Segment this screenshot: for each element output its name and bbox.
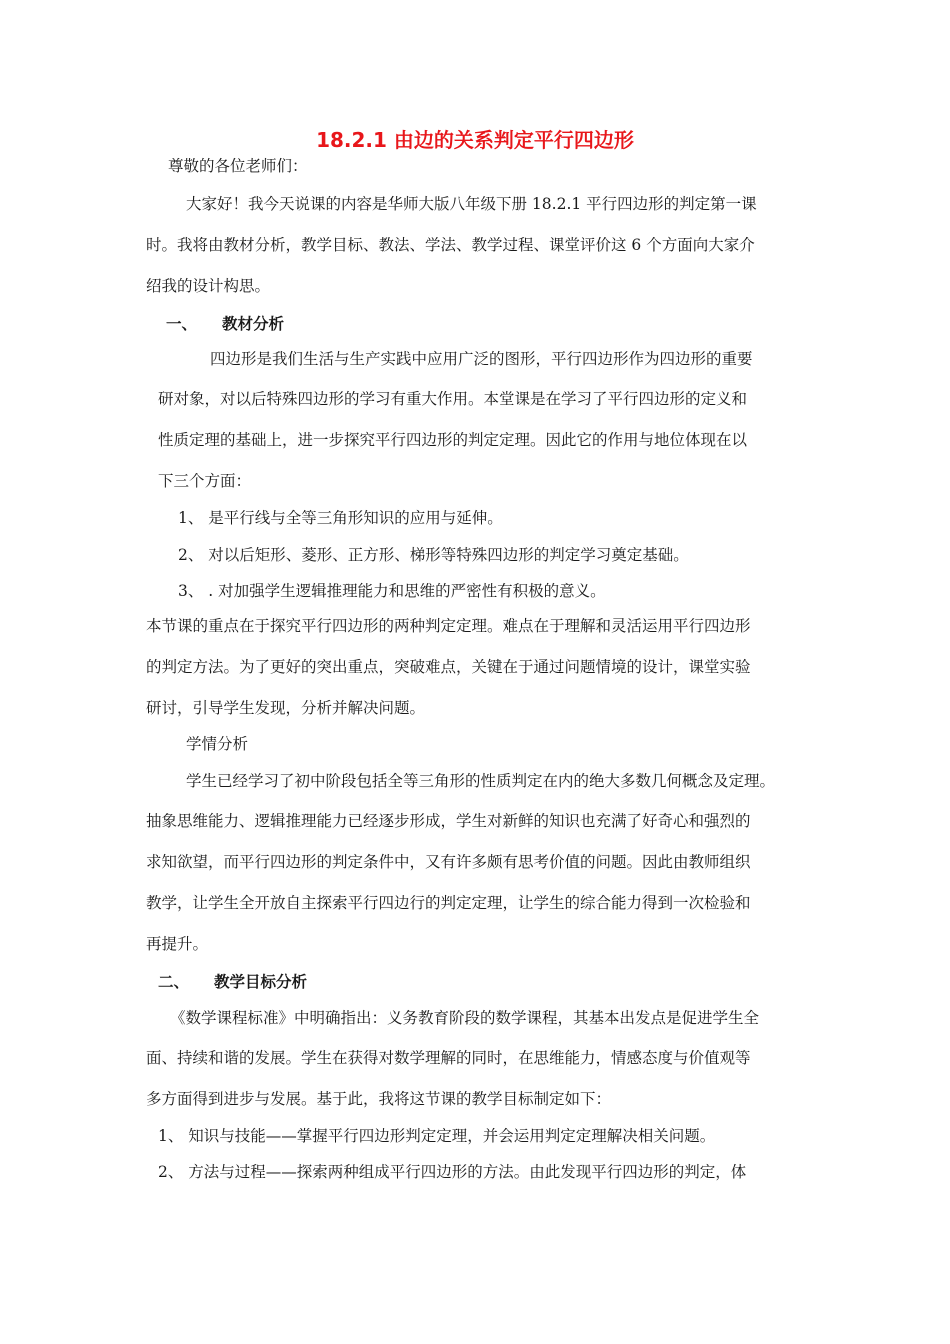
- paragraph-line: 性质定理的基础上，进一步探究平行四边形的判定定理。因此它的作用与地位体现在以: [158, 431, 748, 449]
- subheading: 学情分析: [186, 735, 249, 753]
- paragraph-line: 面、持续和谐的发展。学生在获得对数学理解的同时，在思维能力，情感态度与价值观等: [146, 1049, 751, 1067]
- paragraph-line: 下三个方面：: [158, 472, 252, 490]
- paragraph-line: 本节课的重点在于探究平行四边形的两种判定定理。难点在于理解和灵活运用平行四边形: [146, 617, 751, 635]
- intro-line: 绍我的设计构思。: [146, 277, 271, 295]
- section-title: 教学目标分析: [214, 973, 308, 991]
- page-title: 18.2.1 由边的关系判定平行四边形: [316, 128, 634, 152]
- list-item: 3、 . 对加强学生逻辑推理能力和思维的严密性有积极的意义。: [178, 582, 606, 600]
- list-item: 1、 知识与技能——掌握平行四边形判定定理，并会运用判定定理解决相关问题。: [158, 1127, 716, 1145]
- paragraph-line: 四边形是我们生活与生产实践中应用广泛的图形，平行四边形作为四边形的重要: [210, 350, 753, 368]
- list-item: 2、 方法与过程——探索两种组成平行四边形的方法。由此发现平行四边形的判定，体: [158, 1163, 747, 1181]
- paragraph-line: 多方面得到进步与发展。基于此，我将这节课的教学目标制定如下：: [146, 1090, 612, 1108]
- paragraph-line: 研讨，引导学生发现，分析并解决问题。: [146, 699, 426, 717]
- paragraph-line: 的判定方法。为了更好的突出重点，突破难点，关键在于通过问题情境的设计，课堂实验: [146, 658, 751, 676]
- paragraph-line: 教学，让学生全开放自主探索平行四边行的判定定理，让学生的综合能力得到一次检验和: [146, 894, 751, 912]
- paragraph-line: 求知欲望，而平行四边形的判定条件中，又有许多颇有思考价值的问题。因此由教师组织: [146, 853, 751, 871]
- section-number: 二、: [158, 973, 190, 991]
- section-heading: [166, 314, 284, 334]
- paragraph-line: 抽象思维能力、逻辑推理能力已经逐步形成，学生对新鲜的知识也充满了好奇心和强烈的: [146, 812, 751, 830]
- greeting: 尊敬的各位老师们：: [168, 157, 308, 175]
- paragraph-line: 研对象，对以后特殊四边形的学习有重大作用。本堂课是在学习了平行四边形的定义和: [158, 390, 748, 408]
- list-item: 1、 是平行线与全等三角形知识的应用与延伸。: [178, 509, 503, 527]
- list-item: 2、 对以后矩形、菱形、正方形、梯形等特殊四边形的判定学习奠定基础。: [178, 546, 689, 564]
- intro-line: 大家好！我今天说课的内容是华师大版八年级下册 18.2.1 平行四边形的判定第一课: [186, 195, 757, 213]
- intro-line: 时。我将由教材分析，教学目标、教法、学法、教学过程、课堂评价这 6 个方面向大家介: [146, 236, 755, 254]
- section-heading: [158, 972, 307, 992]
- section-title: 教材分析: [222, 315, 285, 333]
- paragraph-line: 《数学课程标准》中明确指出：义务教育阶段的数学课程，其基本出发点是促进学生全: [170, 1009, 760, 1027]
- paragraph-line: 再提升。: [146, 935, 209, 953]
- section-number: 一、: [166, 315, 198, 333]
- paragraph-line: 学生已经学习了初中阶段包括全等三角形的性质判定在内的绝大多数几何概念及定理。: [186, 772, 776, 790]
